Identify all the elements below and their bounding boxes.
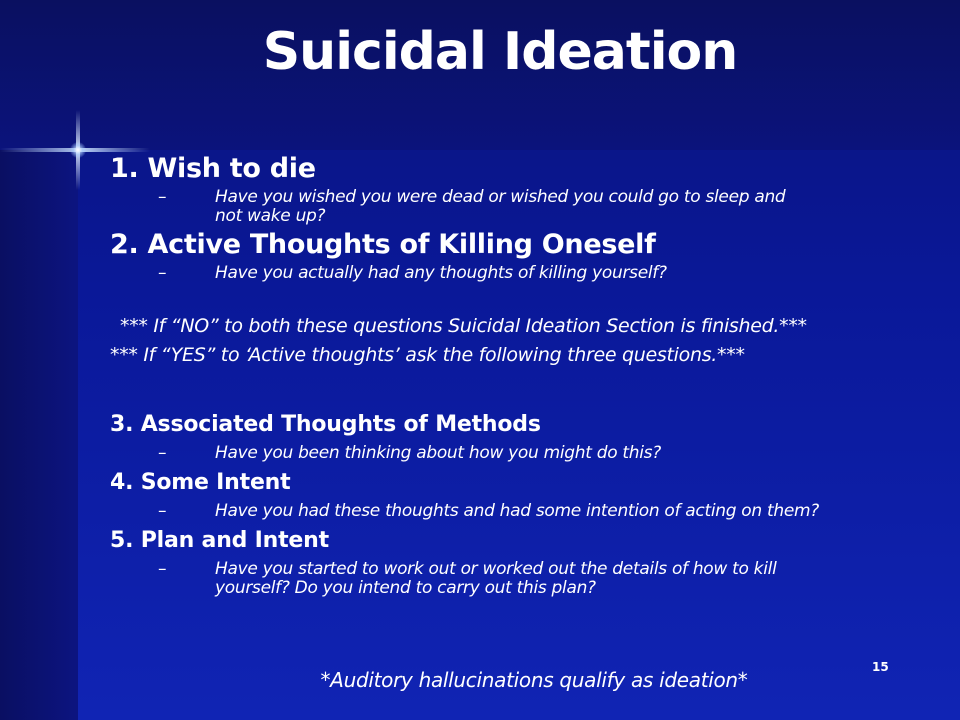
item-1-question [110,188,815,226]
item-2-question-text: Have you actually had any thoughts of killing yourself? [215,263,667,283]
bullet-dash: – [158,187,167,207]
item-4-question [110,502,935,521]
bullet-dash: – [158,559,167,579]
slide-title: Suicidal Ideation [262,22,738,82]
item-3-heading: 3. Associated Thoughts of Methods [110,412,541,437]
yes-note: *** If “YES” to ‘Active thoughts’ ask the following three questions.*** [110,344,745,366]
item-1-heading: 1. Wish to die [110,153,316,184]
item-1-question-text: Have you wished you were dead or wished you could go to sleep and not wake up? [215,187,786,226]
item-5-heading: 5. Plan and Intent [110,528,329,553]
footer-note: *Auditory hallucinations qualify as ideation* [320,668,748,692]
item-3-question [110,444,815,463]
item-2-heading: 2. Active Thoughts of Killing Oneself [110,229,656,260]
item-2-question [110,264,815,283]
bullet-dash: – [158,263,167,283]
item-5-question-text: Have you started to work out or worked out the details of how to kill yourself? Do you intend to carry out this plan? [215,559,777,598]
slide-content [110,152,940,598]
item-3-question-text: Have you been thinking about how you might do this? [215,443,661,463]
item-4-heading: 4. Some Intent [110,470,291,495]
item-4-question-text: Have you had these thoughts and had some intention of acting on them? [215,501,819,521]
star-flare-icon [70,142,86,158]
no-note: *** If “NO” to both these questions Suicidal Ideation Section is finished.*** [120,315,807,337]
page-number: 15 [872,660,889,674]
item-5-question [110,560,795,598]
bullet-dash: – [158,443,167,463]
bullet-dash: – [158,501,167,521]
